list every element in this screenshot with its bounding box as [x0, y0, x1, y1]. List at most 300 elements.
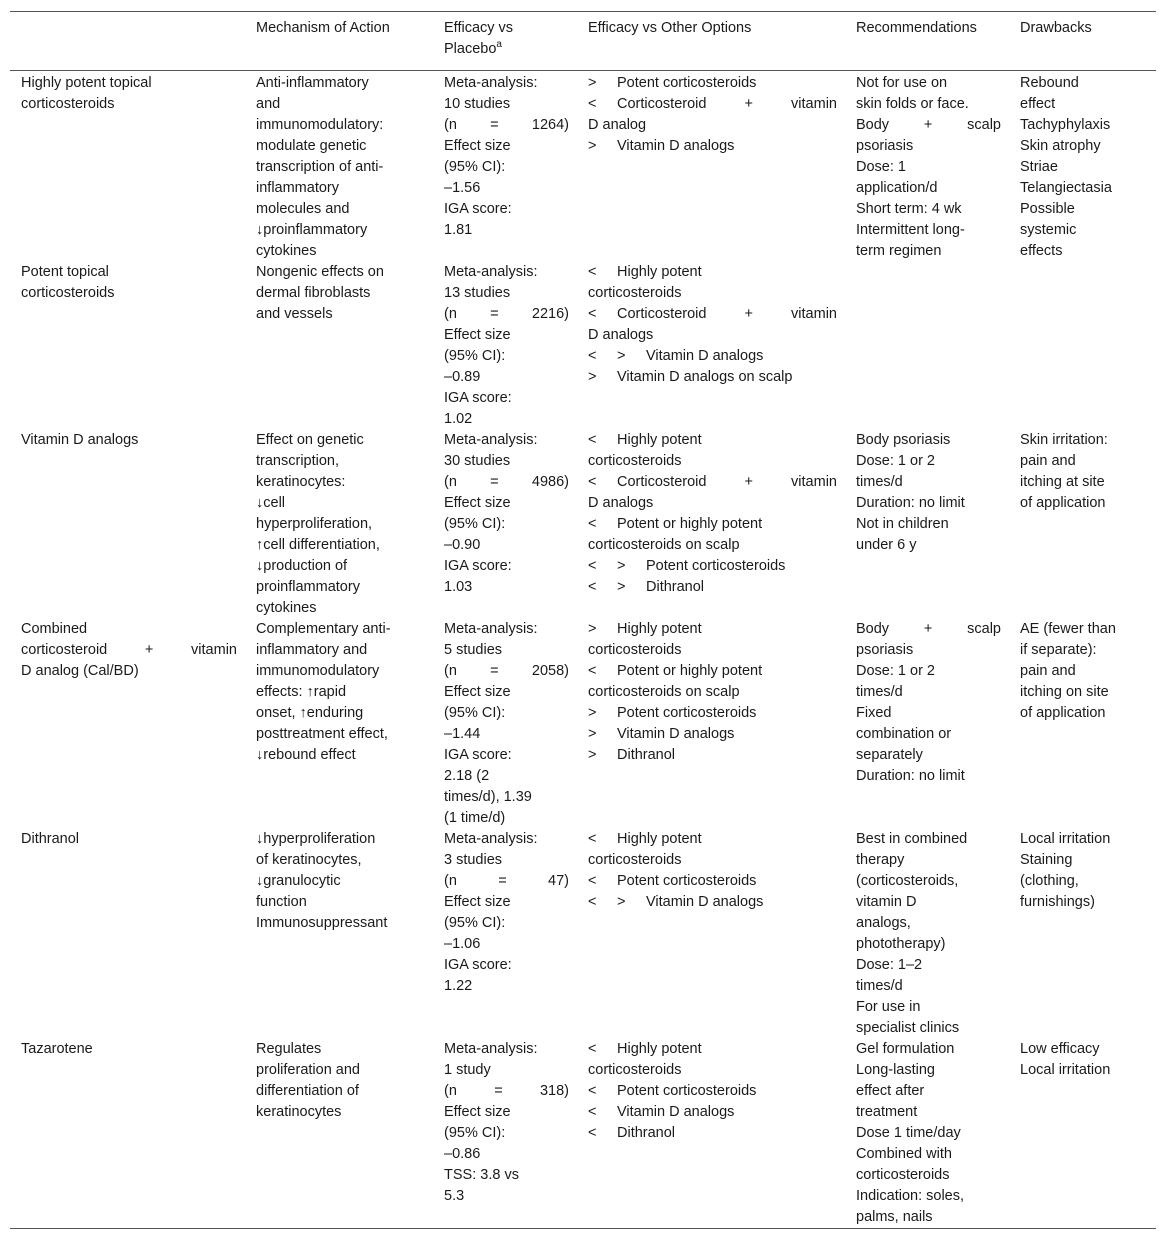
mechanism-line: Effect on genetic	[256, 432, 364, 448]
efficacy-placebo-cell	[433, 262, 577, 430]
comparison-text: Potent or highly potent	[617, 516, 763, 532]
placebo-line	[444, 1039, 569, 1060]
mechanism-cell	[245, 829, 433, 1039]
header-row	[10, 12, 1156, 71]
efficacy-placebo-cell	[433, 1039, 577, 1229]
drawback-line: of application	[1020, 495, 1106, 511]
recommendation-line	[856, 892, 1001, 913]
comparison-line	[588, 556, 837, 577]
mechanism-line: ↓granulocytic	[256, 873, 341, 889]
recommendation-line	[856, 451, 1001, 472]
recommendation-line	[856, 514, 1001, 535]
recommendation-line	[856, 1144, 1001, 1165]
efficacy-other-cell	[577, 619, 845, 829]
comparison-symbol: <	[588, 1125, 597, 1141]
recommendation-line-part: treatment	[856, 1104, 918, 1120]
recommendation-line	[856, 430, 1001, 451]
recommendation-line	[856, 850, 1001, 871]
recommendation-line	[856, 157, 1001, 178]
placebo-line-part: 1.81	[444, 222, 473, 238]
recommendation-line-part: term regimen	[856, 243, 942, 259]
mechanism-line: ↑cell differentiation,	[256, 537, 380, 553]
placebo-line-part: 47)	[548, 873, 569, 889]
placebo-line-part: (95% CI):	[444, 516, 506, 532]
comparison-text: Highly potent	[617, 831, 702, 847]
recommendation-line-part: times/d	[856, 978, 903, 994]
placebo-line-part: 5 studies	[444, 642, 503, 658]
comparison-symbol: >	[588, 747, 597, 763]
recommendation-line	[856, 703, 1001, 724]
recommendation-line-part: Gel formulation	[856, 1041, 955, 1057]
recommendation-line-part: Dose: 1–2	[856, 957, 923, 973]
comparison-text: D analog	[588, 117, 647, 133]
mechanism-line: keratinocytes	[256, 1104, 342, 1120]
comparison-line	[588, 325, 837, 346]
mechanism-line: Complementary anti-	[256, 621, 391, 637]
placebo-line-part: (95% CI):	[444, 159, 506, 175]
recommendation-line-part: scalp	[967, 117, 1001, 133]
comparison-line	[588, 1060, 837, 1081]
treatment-name-cell	[10, 829, 245, 1039]
comparison-word: Corticosteroid	[617, 474, 707, 490]
placebo-line	[444, 115, 569, 136]
placebo-line-part: times/d), 1.39	[444, 789, 532, 805]
placebo-line	[444, 1102, 569, 1123]
treatment-name-cell	[10, 71, 245, 263]
table-body	[10, 71, 1156, 1229]
drawback-line: furnishings)	[1020, 894, 1095, 910]
placebo-line	[444, 262, 569, 283]
mechanism-line: modulate genetic	[256, 138, 367, 154]
mechanism-line: immunomodulatory:	[256, 117, 384, 133]
comparison-symbol: <	[588, 558, 597, 574]
recommendation-line	[856, 997, 1001, 1018]
placebo-line	[444, 325, 569, 346]
mechanism-line: and vessels	[256, 306, 333, 322]
recommendation-line	[856, 661, 1001, 682]
mechanism-line: inflammatory and	[256, 642, 368, 658]
drawbacks-cell	[1009, 262, 1156, 430]
recommendation-line-part: Dose: 1 or 2	[856, 453, 935, 469]
recommendation-line	[856, 178, 1001, 199]
comparison-symbol: >	[588, 705, 597, 721]
recommendations-cell	[845, 1039, 1009, 1229]
comparison-word: vitamin	[791, 306, 837, 322]
placebo-line	[444, 577, 569, 598]
placebo-line-part: (n	[444, 1083, 457, 1099]
recommendation-line-part: +	[923, 117, 933, 133]
treatment-name: Tazarotene	[21, 1041, 93, 1057]
comparison-line	[588, 871, 837, 892]
placebo-line	[444, 682, 569, 703]
comparison-text: corticosteroids	[588, 1062, 682, 1078]
comparison-symbol: >	[588, 621, 597, 637]
efficacy-other-cell	[577, 262, 845, 430]
comparison-line	[588, 94, 837, 115]
comparison-text: Highly potent	[617, 264, 702, 280]
comparison-line	[588, 346, 837, 367]
comparison-text: corticosteroids on scalp	[588, 684, 740, 700]
drawback-line: Striae	[1020, 159, 1058, 175]
comparison-text: Potent corticosteroids	[646, 558, 786, 574]
comparison-text: Dithranol	[617, 747, 676, 763]
placebo-line	[444, 871, 569, 892]
recommendation-line-part: corticosteroids	[856, 1167, 950, 1183]
comparison-line	[588, 703, 837, 724]
comparison-line	[588, 892, 837, 913]
recommendation-line	[856, 1018, 1001, 1039]
recommendation-line-part: palms, nails	[856, 1209, 933, 1225]
comparison-text: Potent corticosteroids	[617, 873, 757, 889]
drawback-line: of application	[1020, 705, 1106, 721]
recommendation-line-part: separately	[856, 747, 923, 763]
mechanism-line: keratinocytes:	[256, 474, 346, 490]
comparison-line	[588, 682, 837, 703]
table-row	[10, 619, 1156, 829]
recommendation-line-part: phototherapy)	[856, 936, 946, 952]
comparison-symbol: >	[588, 726, 597, 742]
placebo-line	[444, 535, 569, 556]
drawback-line: Rebound	[1020, 75, 1079, 91]
recommendation-line	[856, 682, 1001, 703]
placebo-line-part: 2216)	[531, 306, 569, 322]
placebo-line-part: =	[490, 474, 499, 490]
placebo-line-part: 1.03	[444, 579, 473, 595]
treatment-name: Highly potent topical	[21, 75, 152, 91]
comparison-symbol: >	[588, 75, 597, 91]
comparison-line	[588, 1081, 837, 1102]
comparison-text: D analogs	[588, 327, 654, 343]
drawbacks-cell	[1009, 71, 1156, 263]
table-row	[10, 430, 1156, 619]
comparison-line	[588, 430, 837, 451]
mechanism-line: Anti-inflammatory	[256, 75, 369, 91]
mechanism-line: effects: ↑rapid	[256, 684, 347, 700]
recommendation-line	[856, 1081, 1001, 1102]
comparison-text: Highly potent	[617, 432, 702, 448]
comparison-line	[588, 304, 837, 325]
comparison-line	[588, 745, 837, 766]
recommendation-line-part: Long-lasting	[856, 1062, 935, 1078]
comparison-line	[588, 451, 837, 472]
comparison-symbol: <	[588, 831, 597, 847]
comparison-text: Vitamin D analogs	[646, 894, 764, 910]
comparison-symbol: <	[588, 1104, 597, 1120]
placebo-line	[444, 367, 569, 388]
comparison-text: D analogs	[588, 495, 654, 511]
table-row	[10, 262, 1156, 430]
placebo-line	[444, 1123, 569, 1144]
recommendation-line	[856, 619, 1001, 640]
drawback-line: itching on site	[1020, 684, 1109, 700]
mechanism-line: cytokines	[256, 600, 317, 616]
mechanism-cell	[245, 1039, 433, 1229]
placebo-line	[444, 1186, 569, 1207]
placebo-line	[444, 136, 569, 157]
treatment-name: Potent topical	[21, 264, 109, 280]
placebo-line-part: Effect size	[444, 684, 511, 700]
mechanism-line: ↓production of	[256, 558, 348, 574]
recommendation-line	[856, 241, 1001, 262]
efficacy-other-cell	[577, 71, 845, 263]
placebo-line	[444, 955, 569, 976]
placebo-line	[444, 220, 569, 241]
mechanism-line: dermal fibroblasts	[256, 285, 371, 301]
placebo-line-part: (n	[444, 306, 457, 322]
recommendation-line	[856, 871, 1001, 892]
placebo-line-part: IGA score:	[444, 390, 512, 406]
mechanism-line: Immunosuppressant	[256, 915, 388, 931]
treatment-name: corticosteroid + vitamin	[21, 642, 237, 658]
mechanism-cell	[245, 262, 433, 430]
placebo-line-part: Meta-analysis:	[444, 432, 538, 448]
drawback-line: if separate):	[1020, 642, 1097, 658]
mechanism-line: function	[256, 894, 307, 910]
comparison-line	[588, 514, 837, 535]
drawback-line: Staining	[1020, 852, 1073, 868]
efficacy-placebo-cell	[433, 619, 577, 829]
treatment-name: D analog (Cal/BD)	[21, 663, 139, 679]
header-efficacy-placebo	[433, 12, 577, 71]
placebo-line	[444, 304, 569, 325]
drawbacks-cell	[1009, 829, 1156, 1039]
placebo-line-part: =	[490, 663, 499, 679]
recommendation-line-part: Dose: 1	[856, 159, 906, 175]
recommendation-line-part: Fixed	[856, 705, 892, 721]
mechanism-cell	[245, 430, 433, 619]
recommendations-cell	[845, 430, 1009, 619]
placebo-line-part: =	[490, 117, 499, 133]
comparison-symbol: <	[588, 579, 597, 595]
comparison-symbol: >	[617, 348, 626, 364]
recommendation-line	[856, 829, 1001, 850]
placebo-line-part: 2.18 (2	[444, 768, 490, 784]
placebo-line	[444, 409, 569, 430]
placebo-line-part: Effect size	[444, 894, 511, 910]
drawback-line: Possible	[1020, 201, 1075, 217]
drawback-line: Local irritation	[1020, 1062, 1111, 1078]
recommendation-line-part: vitamin D	[856, 894, 917, 910]
placebo-line-part: 30 studies	[444, 453, 511, 469]
recommendation-line-part: under 6 y	[856, 537, 917, 553]
psoriasis-topical-treatment-table	[10, 11, 1156, 1229]
placebo-line-part: Effect size	[444, 495, 511, 511]
comparison-text: Vitamin D analogs	[617, 138, 735, 154]
recommendation-line-part: Body	[856, 621, 890, 637]
placebo-line-part: –1.06	[444, 936, 481, 952]
table-row	[10, 71, 1156, 263]
mechanism-line: proinflammatory	[256, 579, 360, 595]
recommendation-line-part: times/d	[856, 684, 903, 700]
recommendation-line-part: specialist clinics	[856, 1020, 960, 1036]
comparison-text: Highly potent	[617, 621, 702, 637]
recommendation-line-part: (corticosteroids,	[856, 873, 959, 889]
placebo-line	[444, 1165, 569, 1186]
placebo-line	[444, 1081, 569, 1102]
recommendation-line-part: For use in	[856, 999, 921, 1015]
comparison-text: Vitamin D analogs	[617, 1104, 735, 1120]
comparison-text: corticosteroids	[588, 285, 682, 301]
mechanism-line: onset, ↑enduring	[256, 705, 364, 721]
header-treatment	[10, 12, 245, 71]
placebo-line-part: –1.44	[444, 726, 481, 742]
recommendation-line	[856, 1186, 1001, 1207]
placebo-line	[444, 1060, 569, 1081]
drawback-line: (clothing,	[1020, 873, 1079, 889]
placebo-line	[444, 934, 569, 955]
comparison-line	[588, 640, 837, 661]
placebo-line-part: (n	[444, 474, 457, 490]
placebo-line-part: Effect size	[444, 327, 511, 343]
mechanism-line: differentiation of	[256, 1083, 359, 1099]
comparison-text: corticosteroids	[588, 642, 682, 658]
recommendation-line	[856, 724, 1001, 745]
placebo-line-part: 5.3	[444, 1188, 465, 1204]
placebo-line-part: 10 studies	[444, 96, 511, 112]
header-efficacy-other: Efficacy vs Other Options	[588, 20, 752, 36]
recommendation-line	[856, 493, 1001, 514]
placebo-line-part: Meta-analysis:	[444, 621, 538, 637]
placebo-line-part: (95% CI):	[444, 1125, 506, 1141]
placebo-line-part: 1 study	[444, 1062, 491, 1078]
comparison-line	[588, 472, 837, 493]
comparison-text: corticosteroids	[588, 852, 682, 868]
drawback-line: Low efficacy	[1020, 1041, 1100, 1057]
placebo-line	[444, 472, 569, 493]
comparison-line	[588, 1039, 837, 1060]
recommendation-line-part: Dose: 1 or 2	[856, 663, 935, 679]
recommendations-cell	[845, 619, 1009, 829]
placebo-line	[444, 808, 569, 829]
comparison-symbol: <	[588, 1083, 597, 1099]
placebo-line	[444, 388, 569, 409]
placebo-line	[444, 892, 569, 913]
comparison-line	[588, 829, 837, 850]
placebo-line-part: 1.02	[444, 411, 473, 427]
mechanism-line: proliferation and	[256, 1062, 360, 1078]
placebo-line-part: IGA score:	[444, 747, 512, 763]
treatment-name-cell	[10, 1039, 245, 1229]
mechanism-line: cytokines	[256, 243, 317, 259]
mechanism-line: Regulates	[256, 1041, 322, 1057]
recommendation-line	[856, 94, 1001, 115]
placebo-line-part: Meta-analysis:	[444, 1041, 538, 1057]
efficacy-other-cell	[577, 829, 845, 1039]
header-efficacy-placebo-text: Efficacy vs Placebo	[444, 20, 514, 57]
placebo-line-part: (1 time/d)	[444, 810, 506, 826]
drawbacks-cell	[1009, 430, 1156, 619]
drawback-line: itching at site	[1020, 474, 1105, 490]
comparison-line	[588, 661, 837, 682]
treatment-name	[21, 640, 237, 661]
recommendation-line	[856, 1207, 1001, 1228]
comparison-line	[588, 115, 837, 136]
comparison-text: Vitamin D analogs	[646, 348, 764, 364]
drawback-line: pain and	[1020, 453, 1076, 469]
comparison-text: Dithranol	[617, 1125, 676, 1141]
mechanism-line: transcription of anti-	[256, 159, 384, 175]
placebo-line	[444, 94, 569, 115]
recommendation-line-part: Body psoriasis	[856, 432, 951, 448]
mechanism-line: Nongenic effects on	[256, 264, 384, 280]
recommendation-line	[856, 1102, 1001, 1123]
placebo-line-part: (95% CI):	[444, 705, 506, 721]
recommendation-line-part: Intermittent long-	[856, 222, 965, 238]
drawback-line: pain and	[1020, 663, 1076, 679]
placebo-line	[444, 829, 569, 850]
comparison-symbol: >	[588, 138, 597, 154]
comparison-symbol: <	[588, 474, 597, 490]
comparison-text: Potent corticosteroids	[617, 705, 757, 721]
recommendation-line	[856, 955, 1001, 976]
recommendation-line-part: Duration: no limit	[856, 768, 965, 784]
drawback-line: effect	[1020, 96, 1056, 112]
placebo-line	[444, 199, 569, 220]
recommendation-line-part: psoriasis	[856, 138, 914, 154]
mechanism-line: ↓cell	[256, 495, 286, 511]
treatment-name: corticosteroids	[21, 96, 115, 112]
placebo-line-part: Meta-analysis:	[444, 264, 538, 280]
placebo-line-part: Meta-analysis:	[444, 831, 538, 847]
drawback-line: Telangiectasia	[1020, 180, 1112, 196]
placebo-line-part: 1.22	[444, 978, 473, 994]
placebo-line-part: Effect size	[444, 138, 511, 154]
comparison-symbol: >	[617, 579, 626, 595]
mechanism-line: and	[256, 96, 281, 112]
placebo-line	[444, 640, 569, 661]
recommendation-line	[856, 934, 1001, 955]
placebo-line-part: 4986)	[531, 474, 569, 490]
placebo-line-part: Effect size	[444, 1104, 511, 1120]
table-row	[10, 829, 1156, 1039]
efficacy-placebo-cell	[433, 430, 577, 619]
placebo-line	[444, 913, 569, 934]
recommendation-line	[856, 199, 1001, 220]
recommendation-line	[856, 472, 1001, 493]
comparison-line	[588, 850, 837, 871]
placebo-line-part: IGA score:	[444, 558, 512, 574]
placebo-line-part: IGA score:	[444, 957, 512, 973]
recommendation-line-part: Best in combined	[856, 831, 968, 847]
placebo-line	[444, 430, 569, 451]
comparison-symbol: >	[588, 369, 597, 385]
placebo-line-part: (95% CI):	[444, 348, 506, 364]
placebo-line-part: –0.86	[444, 1146, 481, 1162]
recommendation-line-part: scalp	[967, 621, 1001, 637]
recommendation-line	[856, 1165, 1001, 1186]
recommendation-line-part: Body	[856, 117, 890, 133]
placebo-line-part: =	[498, 873, 507, 889]
comparison-text: Potent corticosteroids	[617, 1083, 757, 1099]
mechanism-line: transcription,	[256, 453, 340, 469]
treatment-name: corticosteroids	[21, 285, 115, 301]
comparison-text: Potent corticosteroids	[617, 75, 757, 91]
placebo-line	[444, 766, 569, 787]
placebo-line	[444, 157, 569, 178]
recommendation-line-part: combination or	[856, 726, 952, 742]
table-row	[10, 1039, 1156, 1229]
recommendation-line	[856, 535, 1001, 556]
recommendations-cell	[845, 71, 1009, 263]
treatment-name-cell	[10, 262, 245, 430]
recommendation-line-part: effect after	[856, 1083, 925, 1099]
recommendation-line-part: Not in children	[856, 516, 949, 532]
efficacy-placebo-cell	[433, 829, 577, 1039]
mechanism-line: inflammatory	[256, 180, 339, 196]
comparison-symbol: <	[588, 1041, 597, 1057]
efficacy-other-cell	[577, 1039, 845, 1229]
placebo-line-part: 13 studies	[444, 285, 511, 301]
